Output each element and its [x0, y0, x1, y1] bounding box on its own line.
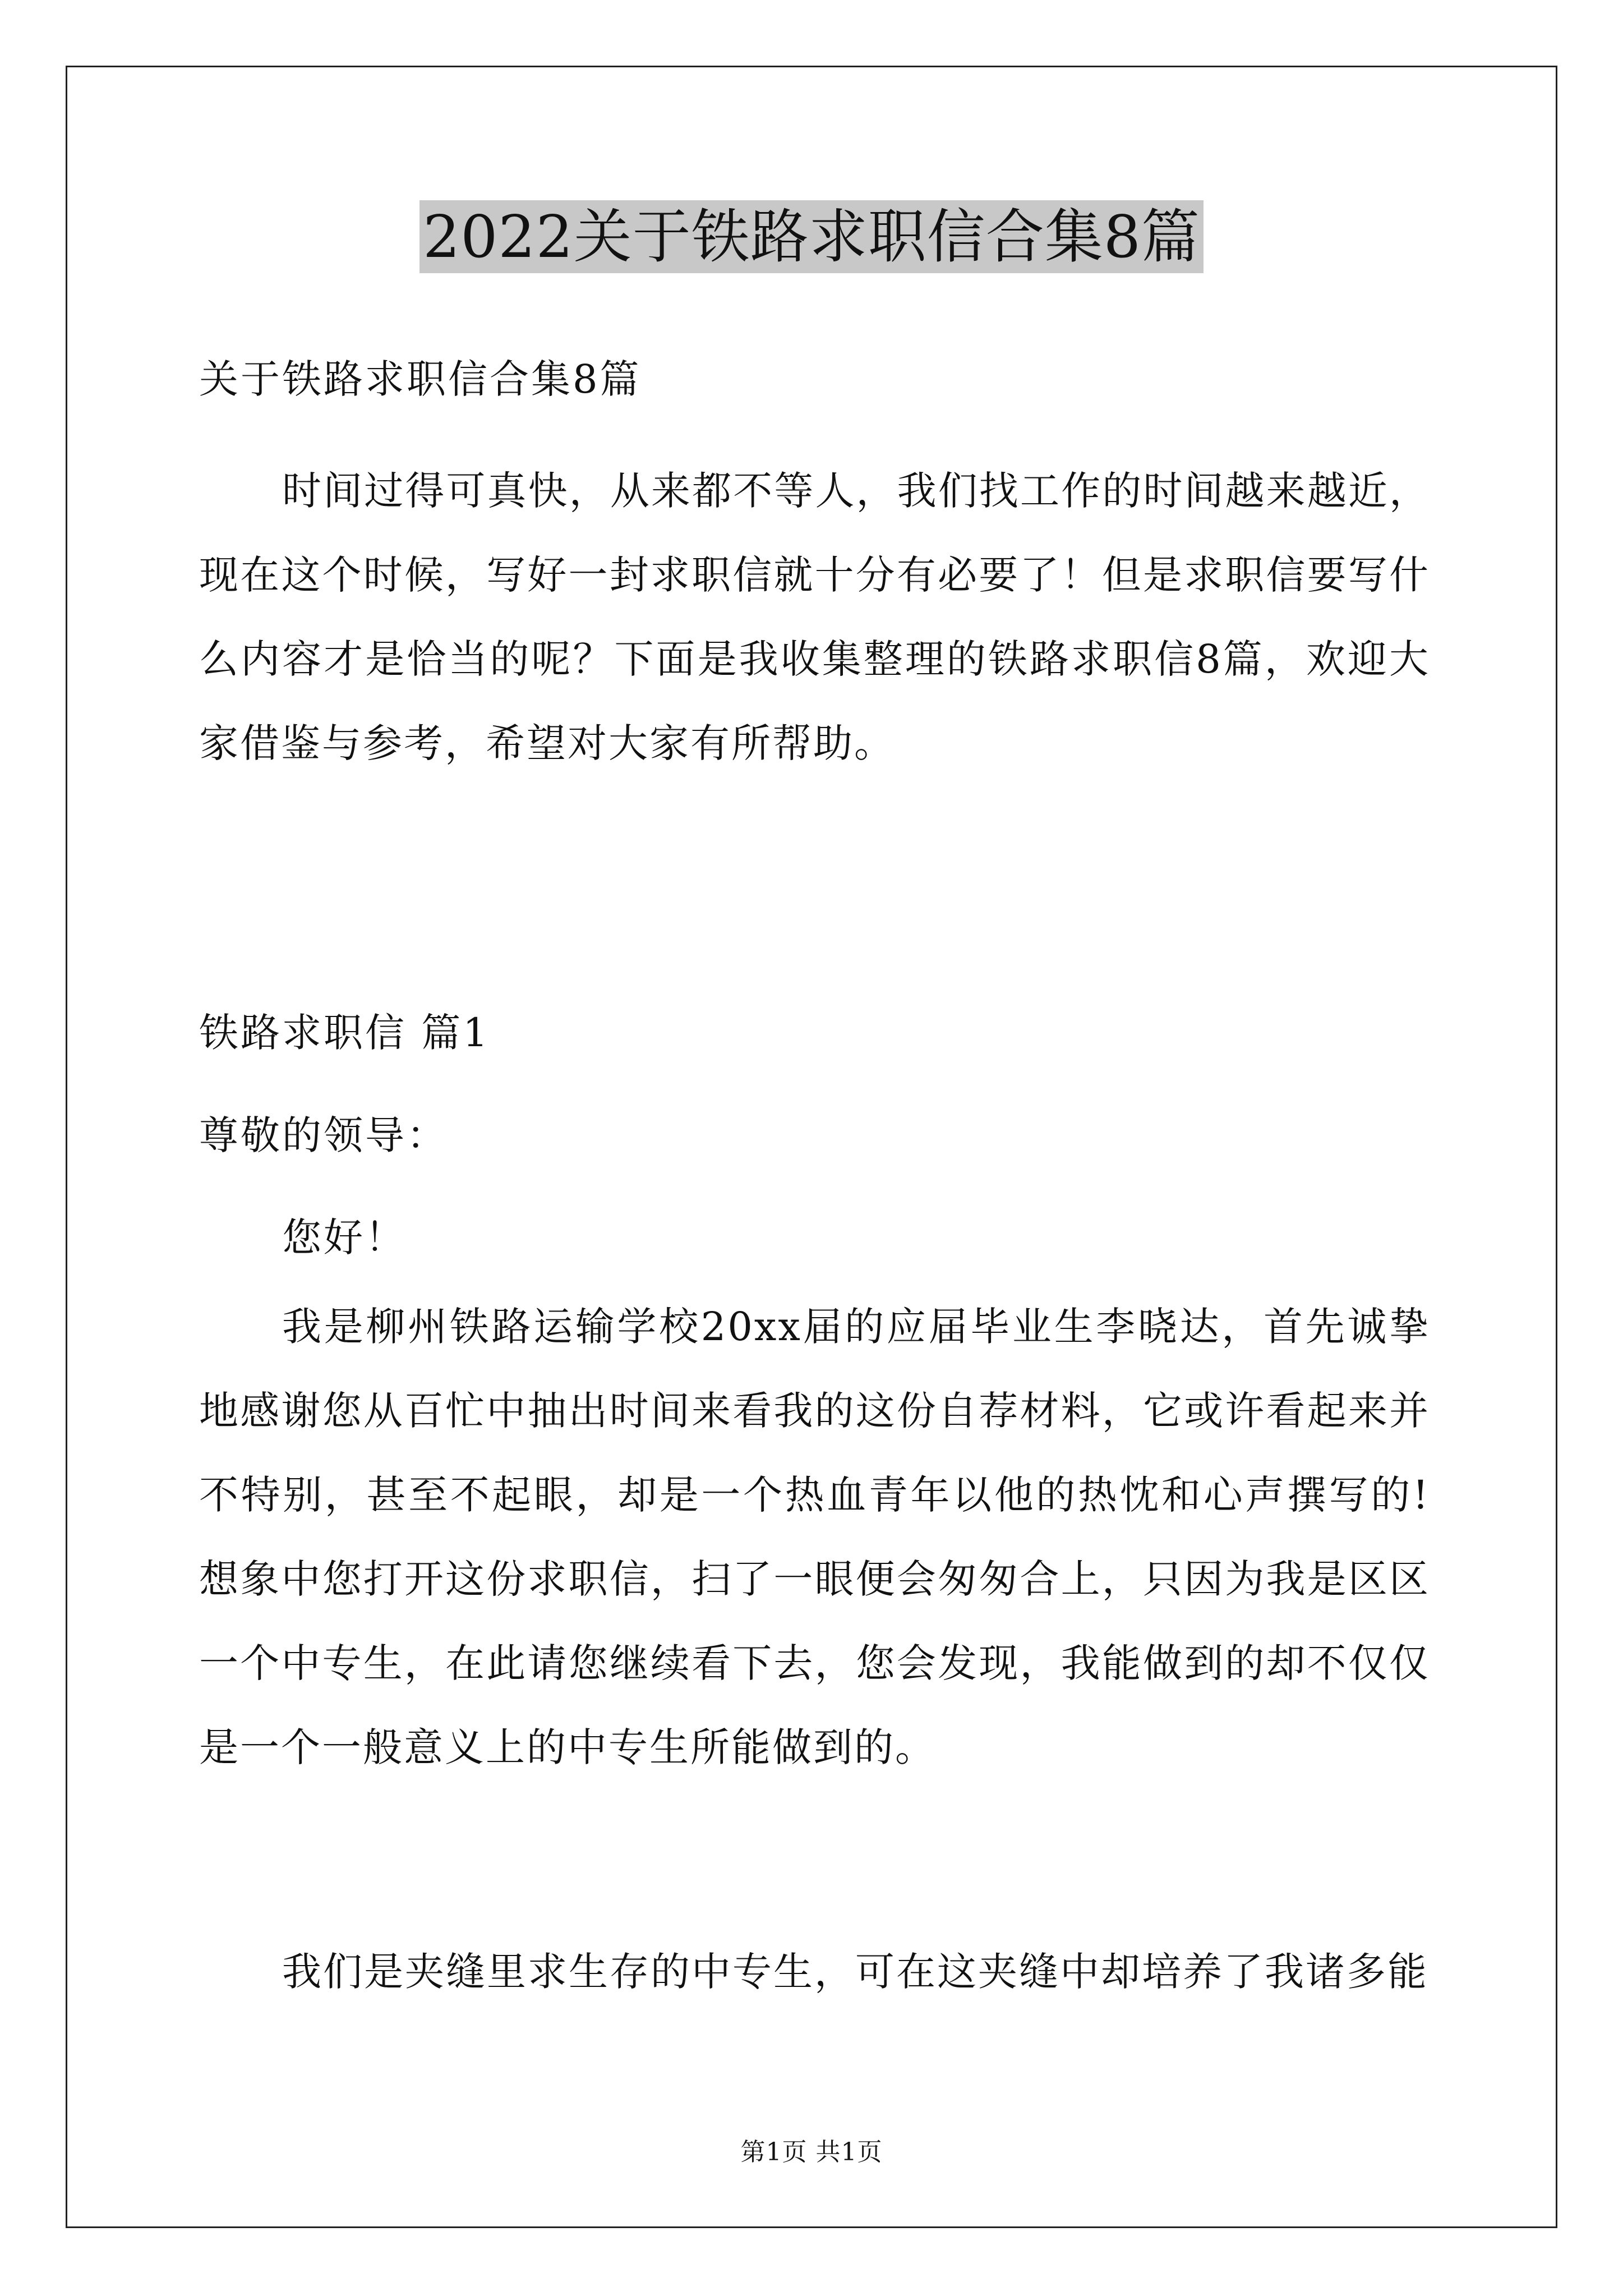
document-subtitle: 关于铁路求职信合集8篇 — [199, 356, 642, 402]
document-title-text: 2022关于铁路求职信合集8篇 — [419, 200, 1204, 273]
document-title — [0, 197, 1623, 276]
body-paragraph: 我们是夹缝里求生存的中专生，可在这夹缝中却培养了我诸多能 — [282, 1949, 1428, 1995]
body-paragraph: 我是柳州铁路运输学校20xx届的应届毕业生李晓达，首先诚挚地感谢您从百忙中抽出时间来看我的这份自荐材料，它或许看起来并不特别，甚至不起眼，却是一个热血青年以他的热忱和心声撰写的!想象中您打开这份求职信，扫了一眼便会匆匆合上，只因为我是区区一个中专生，在此请您继续看下去，您会发现，我能做到的却不仅仅是一个一般意义上的中专生所能做到的。 — [199, 1304, 1430, 1770]
page-footer: 第1页 共1页 — [740, 2138, 883, 2166]
section-heading: 铁路求职信 篇1 — [199, 1010, 490, 1056]
greeting: 您好！ — [282, 1214, 407, 1260]
intro-paragraph: 时间过得可真快，从来都不等人，我们找工作的时间越来越近，现在这个时候，写好一封求职信就十分有必要了！但是求职信要写什么内容才是恰当的呢？下面是我收集整理的铁路求职信8篇，欢迎大家借鉴与参考，希望对大家有所帮助。 — [199, 468, 1430, 766]
salutation: 尊敬的领导： — [199, 1112, 448, 1158]
